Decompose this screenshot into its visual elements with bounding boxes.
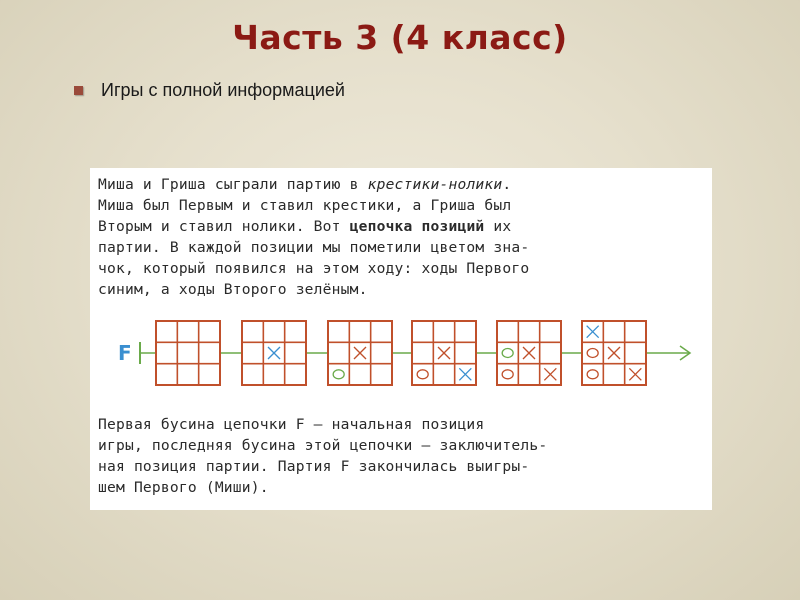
intro-line: чок, который появился на этом ходу: ходы Первого bbox=[98, 260, 530, 277]
textbook-figure bbox=[90, 168, 712, 510]
intro-line: Миша и Гриша сыграли партию в крестики-нолики. bbox=[98, 176, 512, 193]
conclusion-paragraph bbox=[98, 414, 702, 498]
intro-line: синим, а ходы Второго зелёным. bbox=[98, 281, 368, 298]
conclusion-line: Первая бусина цепочки F — начальная позиция bbox=[98, 416, 485, 433]
intro-paragraph bbox=[98, 174, 702, 300]
bullet-item bbox=[74, 80, 345, 101]
chain-label: F bbox=[118, 341, 132, 365]
conclusion-line: шем Первого (Миши). bbox=[98, 479, 269, 496]
bullet-text: Игры с полной информацией bbox=[101, 80, 345, 100]
intro-line: Вторым и ставил нолики. Вот цепочка позиций их bbox=[98, 218, 512, 235]
intro-line: Миша был Первым и ставил крестики, а Гриша был bbox=[98, 197, 512, 214]
conclusion-line: игры, последняя бусина этой цепочки — заключитель- bbox=[98, 437, 548, 454]
intro-line: партии. В каждой позиции мы пометили цветом зна- bbox=[98, 239, 530, 256]
bullet-square-icon bbox=[74, 86, 83, 95]
slide-title: Часть 3 (4 класс) bbox=[232, 18, 568, 57]
position-chain bbox=[90, 313, 712, 393]
board-1 bbox=[156, 321, 220, 385]
conclusion-line: ная позиция партии. Партия F закончилась выигры- bbox=[98, 458, 530, 475]
